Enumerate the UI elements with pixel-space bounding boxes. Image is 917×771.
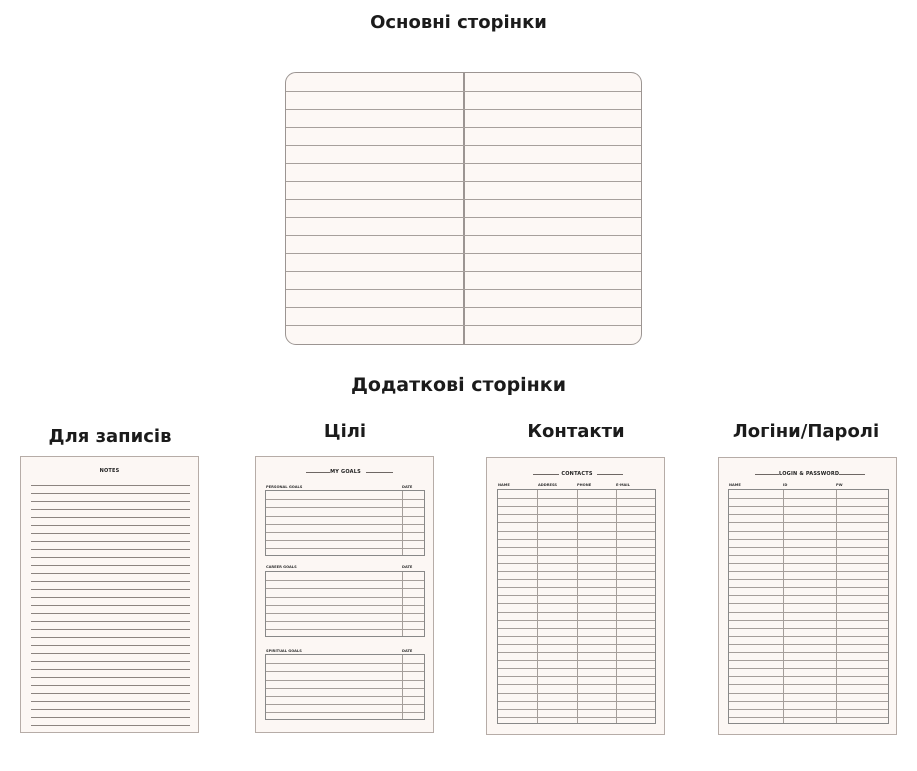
goal-row-line <box>266 663 424 664</box>
goal-row-line <box>266 588 424 589</box>
goal-row-line <box>266 680 424 681</box>
spread-ruled-line <box>286 199 641 200</box>
notes-ruled-line <box>31 533 190 534</box>
section-date-label: DATE <box>402 649 413 653</box>
login-row-line <box>729 644 888 645</box>
login-row-line <box>729 498 888 499</box>
login-row-line <box>729 547 888 548</box>
spread-ruled-line <box>286 163 641 164</box>
column-header: NAME <box>498 483 510 487</box>
goal-row-line <box>266 671 424 672</box>
logins-table <box>728 489 889 724</box>
goal-row-line <box>266 499 424 500</box>
notes-ruled-line <box>31 565 190 566</box>
contacts-table <box>497 489 656 724</box>
notes-ruled-line <box>31 669 190 670</box>
section-label: PERSONAL GOALS <box>266 485 303 489</box>
contact-column-line <box>616 490 617 723</box>
login-row-line <box>729 595 888 596</box>
title-rule-right <box>597 474 623 475</box>
section-date-label: DATE <box>402 485 413 489</box>
contact-column-line <box>577 490 578 723</box>
date-column-line <box>402 572 403 636</box>
login-row-line <box>729 579 888 580</box>
date-column-line <box>402 491 403 555</box>
login-row-line <box>729 668 888 669</box>
spread-ruled-line <box>286 217 641 218</box>
notes-ruled-line <box>31 573 190 574</box>
column-header: PHONE <box>577 483 592 487</box>
goals-title: MY GOALS <box>330 469 361 475</box>
login-row-line <box>729 603 888 604</box>
spread-ruled-line <box>286 253 641 254</box>
notes-ruled-line <box>31 509 190 510</box>
login-row-line <box>729 717 888 718</box>
login-column-line <box>783 490 784 723</box>
login-row-line <box>729 563 888 564</box>
goal-row-line <box>266 580 424 581</box>
login-row-line <box>729 587 888 588</box>
goal-row-line <box>266 688 424 689</box>
column-header: NAME <box>729 483 741 487</box>
login-row-line <box>729 693 888 694</box>
login-row-line <box>729 555 888 556</box>
spread-ruled-line <box>286 325 641 326</box>
notes-ruled-line <box>31 709 190 710</box>
logins-page-thumbnail <box>718 457 897 735</box>
date-column-line <box>402 655 403 719</box>
login-row-line <box>729 531 888 532</box>
career-goals-box <box>265 571 425 637</box>
notes-ruled-line <box>31 677 190 678</box>
login-row-line <box>729 636 888 637</box>
login-row-line <box>729 571 888 572</box>
section-date-label: DATE <box>402 565 413 569</box>
contacts-page-label: Контакти <box>527 421 625 442</box>
login-row-line <box>729 660 888 661</box>
login-column-line <box>836 490 837 723</box>
goal-row-line <box>266 597 424 598</box>
login-row-line <box>729 539 888 540</box>
goal-row-line <box>266 548 424 549</box>
spread-ruled-line <box>286 91 641 92</box>
login-row-line <box>729 620 888 621</box>
logins-page-label: Логіни/Паролі <box>732 421 880 442</box>
personal-goals-box <box>265 490 425 556</box>
column-header: PW <box>836 483 843 487</box>
spread-ruled-line <box>286 235 641 236</box>
goal-row-line <box>266 629 424 630</box>
login-row-line <box>729 612 888 613</box>
column-header: E-MAIL <box>616 483 630 487</box>
goal-row-line <box>266 613 424 614</box>
spiritual-goals-box <box>265 654 425 720</box>
title-rule-right <box>839 474 865 475</box>
title-rule-left <box>306 472 330 473</box>
main-pages-spread <box>285 72 642 345</box>
column-header: ADDRESS <box>538 483 557 487</box>
goals-page-thumbnail <box>255 456 434 733</box>
notes-ruled-line <box>31 717 190 718</box>
spread-ruled-line <box>286 271 641 272</box>
login-row-line <box>729 684 888 685</box>
notes-ruled-line <box>31 493 190 494</box>
notes-ruled-line <box>31 589 190 590</box>
contacts-title: CONTACTS <box>561 471 593 477</box>
notes-page-thumbnail <box>20 456 199 733</box>
login-row-line <box>729 709 888 710</box>
login-row-line <box>729 676 888 677</box>
notes-page-label: Для записів <box>48 426 172 447</box>
goal-row-line <box>266 621 424 622</box>
spread-ruled-line <box>286 289 641 290</box>
contacts-page-thumbnail <box>486 457 665 735</box>
login-row-line <box>729 506 888 507</box>
notes-ruled-line <box>31 645 190 646</box>
logins-title: LOGIN & PASSWORD <box>779 471 840 477</box>
spread-spine <box>463 73 465 344</box>
notes-ruled-line <box>31 485 190 486</box>
spread-ruled-line <box>286 127 641 128</box>
notes-ruled-line <box>31 605 190 606</box>
column-header: ID <box>783 483 788 487</box>
notes-ruled-line <box>31 597 190 598</box>
main-pages-heading: Основні сторінки <box>370 12 547 33</box>
goal-row-line <box>266 605 424 606</box>
notes-ruled-line <box>31 701 190 702</box>
goal-row-line <box>266 507 424 508</box>
login-row-line <box>729 701 888 702</box>
notes-ruled-line <box>31 725 190 726</box>
notes-ruled-line <box>31 549 190 550</box>
notes-ruled-line <box>31 629 190 630</box>
notes-ruled-line <box>31 541 190 542</box>
title-rule-left <box>755 474 779 475</box>
title-rule-left <box>533 474 559 475</box>
goals-page-label: Цілі <box>323 421 367 442</box>
goal-row-line <box>266 712 424 713</box>
spread-ruled-line <box>286 307 641 308</box>
notes-ruled-line <box>31 517 190 518</box>
login-row-line <box>729 514 888 515</box>
notes-ruled-line <box>31 637 190 638</box>
notes-ruled-line <box>31 661 190 662</box>
goal-row-line <box>266 540 424 541</box>
section-label: SPIRITUAL GOALS <box>266 649 302 653</box>
goal-row-line <box>266 524 424 525</box>
notes-title: NOTES <box>99 468 120 474</box>
goal-row-line <box>266 704 424 705</box>
notes-ruled-line <box>31 557 190 558</box>
notes-ruled-line <box>31 613 190 614</box>
goal-row-line <box>266 532 424 533</box>
notes-ruled-line <box>31 693 190 694</box>
notes-ruled-line <box>31 581 190 582</box>
notes-ruled-line <box>31 653 190 654</box>
spread-ruled-line <box>286 145 641 146</box>
notes-ruled-line <box>31 501 190 502</box>
notes-ruled-line <box>31 621 190 622</box>
notes-ruled-line <box>31 685 190 686</box>
spread-ruled-line <box>286 109 641 110</box>
goal-row-line <box>266 696 424 697</box>
notes-ruled-line <box>31 525 190 526</box>
extra-pages-heading: Додаткові сторінки <box>350 374 567 396</box>
section-label: CAREER GOALS <box>266 565 297 569</box>
contact-column-line <box>537 490 538 723</box>
login-row-line <box>729 522 888 523</box>
spread-ruled-line <box>286 181 641 182</box>
login-row-line <box>729 652 888 653</box>
login-row-line <box>729 628 888 629</box>
title-rule-right <box>366 472 393 473</box>
goal-row-line <box>266 516 424 517</box>
